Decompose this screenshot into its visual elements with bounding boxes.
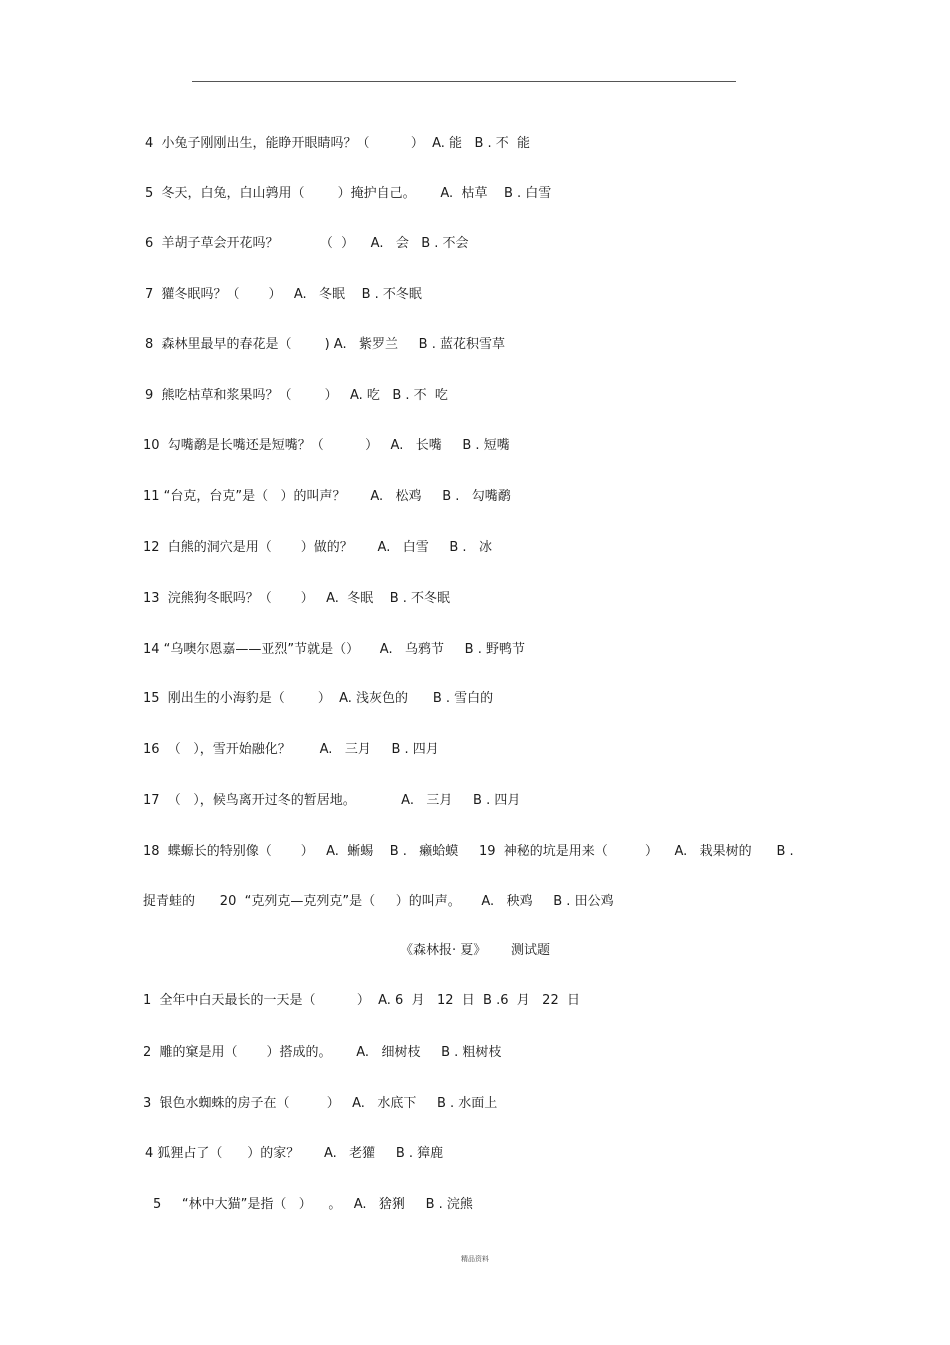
summer-question-1: 1 全年中白天最长的一天是（ ） A. 6 月 12 日 B .6 月 22 日 bbox=[143, 993, 580, 1008]
summer-question-5: 5 “林中大猫”是指（ ） 。 A. 猞猁 B . 浣熊 bbox=[153, 1197, 473, 1212]
question-17: 17 （ ），候鸟离开过冬的暂居地。 A. 三月 B . 四月 bbox=[143, 793, 521, 808]
question-4: 4 小兔子刚刚出生，能睁开眼睛吗？（ ） A. 能 B . 不 能 bbox=[145, 136, 531, 151]
header-rule bbox=[192, 81, 736, 82]
question-14: 14 “乌噢尔恩嘉——亚烈”节就是（） A. 乌鸦节 B . 野鸭节 bbox=[143, 642, 525, 657]
summer-question-2: 2 雕的窠是用（ ）搭成的。 A. 细树枝 B . 粗树枝 bbox=[143, 1045, 502, 1060]
question-11: 11 “台克，台克”是（ ）的叫声？ A. 松鸡 B . 勾嘴鹬 bbox=[143, 489, 511, 504]
page-footer: 精品资料 bbox=[461, 1255, 489, 1263]
question-7: 7 獾冬眠吗？（ ） A. 冬眠 B . 不冬眠 bbox=[145, 287, 422, 302]
question-15: 15 刚出生的小海豹是（ ） A. 浅灰色的 B . 雪白的 bbox=[143, 691, 494, 706]
question-10: 10 勾嘴鹬是长嘴还是短嘴？（ ） A. 长嘴 B . 短嘴 bbox=[143, 438, 510, 453]
question-16: 16 （ ），雪开始融化？ A. 三月 B . 四月 bbox=[143, 742, 439, 757]
question-12: 12 白熊的洞穴是用（ ）做的？ A. 白雪 B . 冰 bbox=[143, 540, 492, 555]
question-6: 6 羊胡子草会开花吗？ （ ） A. 会 B . 不会 bbox=[145, 236, 469, 251]
question-9: 9 熊吃枯草和浆果吗？（ ） A. 吃 B . 不 吃 bbox=[145, 388, 448, 403]
summer-question-3: 3 银色水蜘蛛的房子在（ ） A. 水底下 B . 水面上 bbox=[143, 1096, 498, 1111]
section-title: 《森林报· 夏》 测试题 bbox=[399, 943, 551, 958]
question-18-19: 18 蝶螈长的特别像（ ） A. 蜥蜴 B . 癞蛤蟆 19 神秘的坑是用来（ ） A. 栽果树的 B . bbox=[143, 844, 794, 859]
question-8: 8 森林里最早的春花是（ ) A. 紫罗兰 B . 蓝花积雪草 bbox=[145, 337, 505, 352]
question-19-20: 捉青蛙的 20 “克列克—克列克”是（ ）的叫声。 A. 秧鸡 B . 田公鸡 bbox=[143, 894, 614, 909]
question-5: 5 冬天，白兔，白山鹑用（ ）掩护自己。 A. 枯草 B . 白雪 bbox=[145, 186, 552, 201]
question-13: 13 浣熊狗冬眠吗？（ ） A. 冬眠 B . 不冬眠 bbox=[143, 591, 451, 606]
summer-question-4: 4 狐狸占了（ ）的家？ A. 老獾 B . 獐鹿 bbox=[145, 1146, 444, 1161]
